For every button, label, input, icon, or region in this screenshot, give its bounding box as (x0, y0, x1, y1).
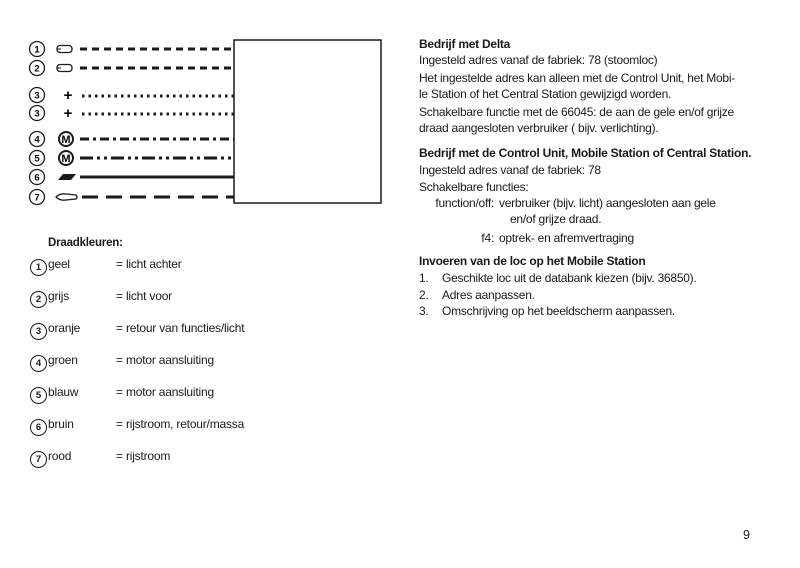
wiring-diagram (0, 0, 400, 215)
wire-number: 4 (34, 134, 40, 146)
motor-icon (59, 132, 73, 146)
step-number: 2. (419, 288, 429, 302)
plus-icon: + (63, 105, 73, 122)
wire-6 (30, 170, 235, 185)
wire-1 (30, 42, 235, 57)
legend-row (30, 289, 390, 309)
function-desc: en/of grijze draad. (510, 212, 602, 226)
legend-color: rood (48, 449, 72, 463)
legend-row (30, 321, 390, 341)
wire-4 (30, 132, 235, 147)
decoder-box (234, 40, 381, 203)
delta-text: Ingesteld adres vanaf de fabriek: 78 (stoomloc) (419, 53, 658, 67)
legend-number: 1 (30, 259, 47, 276)
step-text: Geschikte loc uit de databank kiezen (bijv. 36850). (442, 271, 697, 285)
legend-title: Draadkleuren: (48, 237, 123, 249)
mobile-station-heading: Invoeren van de loc op het Mobile Station (419, 254, 646, 268)
control-unit-heading: Bedrijf met de Control Unit, Mobile Station of Central Station. (419, 146, 752, 160)
legend-color: bruin (48, 417, 74, 431)
step-number: 3. (419, 304, 429, 318)
delta-heading: Bedrijf met Delta (419, 37, 511, 51)
delta-text: draad aangesloten verbruiker ( bijv. verlichting). (419, 121, 659, 135)
delta-text: le Station of het Central Station gewijzigd worden. (419, 87, 672, 101)
bulb-icon (57, 46, 72, 53)
legend-number: 5 (30, 387, 47, 404)
legend-row (30, 353, 390, 373)
legend-description: = motor aansluiting (116, 385, 214, 399)
legend-color: grijs (48, 289, 70, 303)
legend-row (30, 417, 390, 437)
legend-description: = motor aansluiting (116, 353, 214, 367)
motor-letter: M (61, 153, 71, 165)
function-key: function/off: (435, 196, 494, 210)
legend-color: geel (48, 257, 70, 271)
wire-number: 3 (34, 108, 40, 120)
motor-letter: M (61, 134, 71, 146)
delta-text: Schakelbare functie met de 66045: de aan de gele en/of grijze (419, 105, 734, 119)
legend-row (30, 449, 390, 469)
legend-color: oranje (48, 321, 81, 335)
function-desc: optrek- en afremvertraging (499, 231, 634, 245)
legend-number: 4 (30, 355, 47, 372)
pickup-shoe-icon (56, 194, 77, 200)
legend-number: 3 (30, 323, 47, 340)
legend-row (30, 257, 390, 277)
legend-description: = rijstroom (116, 449, 171, 463)
wire-number: 3 (34, 90, 40, 102)
control-unit-text: Ingesteld adres vanaf de fabriek: 78 (419, 163, 601, 177)
wire-number: 7 (34, 192, 40, 204)
plus-icon: + (63, 87, 73, 104)
wire-number: 6 (34, 172, 40, 184)
legend-row (30, 385, 390, 405)
step-number: 1. (419, 271, 429, 285)
legend-number: 2 (30, 291, 47, 308)
legend-description: = retour van functies/licht (116, 321, 245, 335)
legend-description: = licht achter (116, 257, 182, 271)
function-key: f4: (481, 231, 494, 245)
legend-number: 6 (30, 419, 47, 436)
legend-number: 7 (30, 451, 47, 468)
legend-description: = licht voor (116, 289, 172, 303)
legend-description: = rijstroom, retour/massa (116, 417, 245, 431)
wire-number: 2 (34, 63, 40, 75)
wire-3a (30, 87, 235, 104)
wire-number: 5 (34, 153, 40, 165)
legend-color: blauw (48, 385, 79, 399)
step-text: Omschrijving op het beeldscherm aanpassen. (442, 304, 675, 318)
legend-color: groen (48, 353, 78, 367)
wire-3b (30, 105, 235, 122)
bulb-icon (57, 65, 72, 72)
delta-text: Het ingestelde adres kan alleen met de Control Unit, het Mobi- (419, 71, 736, 85)
wire-number: 1 (34, 44, 40, 56)
motor-icon (59, 151, 73, 165)
wire-7 (30, 190, 235, 205)
wheel-contact-icon (58, 174, 76, 180)
wire-2 (30, 61, 235, 76)
control-unit-text: Schakelbare functies: (419, 180, 529, 194)
function-desc: verbruiker (bijv. licht) aangesloten aan gele (499, 196, 716, 210)
page-number: 9 (743, 528, 750, 542)
step-text: Adres aanpassen. (442, 288, 535, 302)
wire-5 (30, 151, 235, 166)
